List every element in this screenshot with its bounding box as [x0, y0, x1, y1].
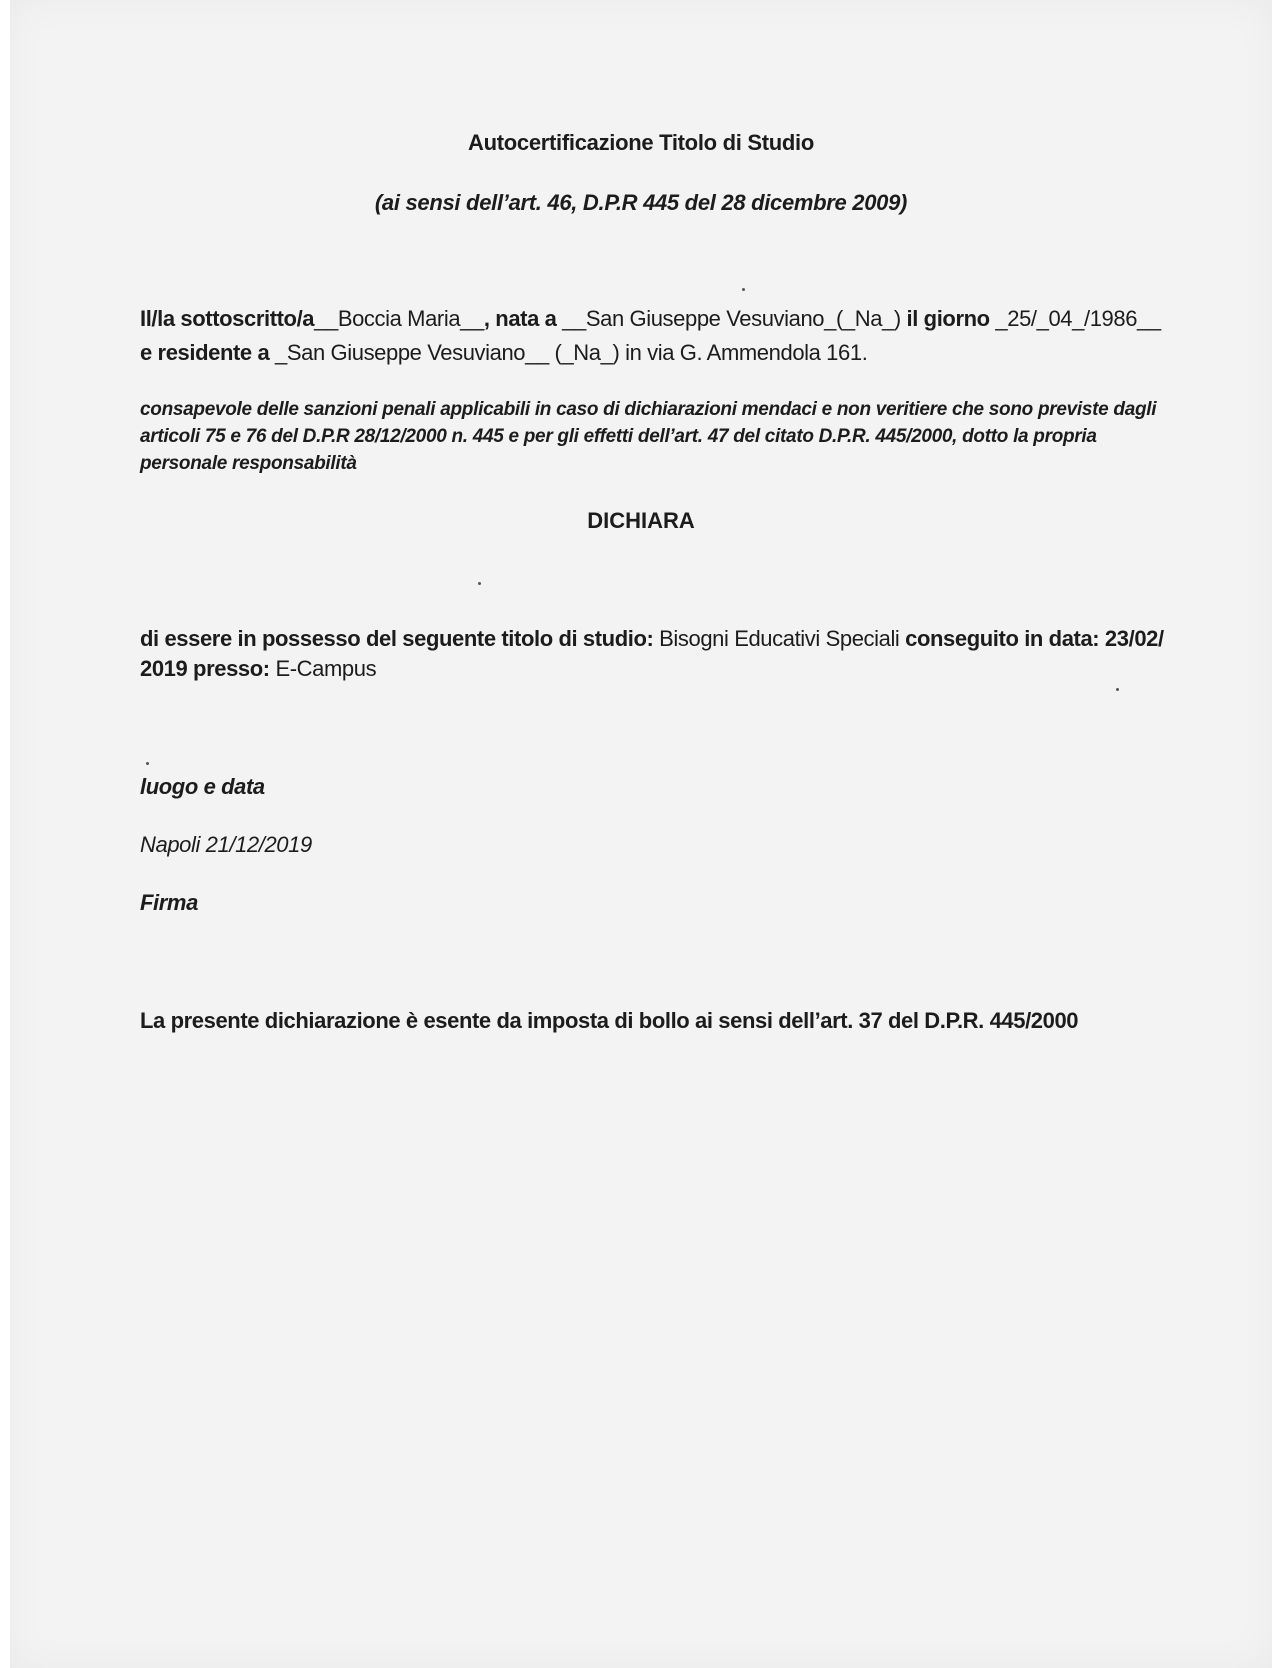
paper-speck	[478, 582, 481, 585]
place-date-label: luogo e data	[140, 774, 265, 799]
page-edge-right	[1272, 0, 1280, 1668]
birthdate: _25/_04_/1986__	[989, 306, 1161, 331]
label-subscriber: Il/la sottoscritto/a	[140, 306, 315, 331]
study-line-1	[140, 626, 1164, 652]
identity-line-1	[140, 306, 1161, 332]
document-title: Autocertificazione Titolo di Studio	[468, 130, 814, 155]
subscriber-name: __Boccia Maria__	[314, 306, 484, 331]
label-at: presso:	[187, 656, 270, 681]
label-obtained: conseguito in data: 23/02/	[899, 626, 1164, 651]
declaration-awareness: consapevole delle sanzioni penali applicabili in caso di dichiarazioni mendaci e non veritiere che sono previste dagli articoli 75 e 76 del D.P.R 28/12/2000 n. 445 e per gli effetti dell’art. 47 del citato D.P.R. 445/2000, dotto la propria personale responsabilità	[140, 399, 1157, 474]
paper-speck	[146, 762, 149, 765]
page-edge-left	[0, 0, 10, 1668]
label-resident: e residente a	[140, 340, 270, 365]
institution: E-Campus	[269, 656, 377, 681]
place-date-value: Napoli 21/12/2019	[140, 832, 312, 857]
signature-label: Firma	[140, 890, 198, 915]
degree-name: Bisogni Educativi Speciali	[653, 626, 900, 651]
paper-speck	[742, 288, 745, 291]
paper-speck	[1116, 688, 1119, 691]
obtained-year: 2019	[140, 656, 188, 681]
label-day: il giorno	[900, 306, 990, 331]
study-line-2	[140, 656, 376, 682]
stamp-exemption-note: La presente dichiarazione è esente da imposta di bollo ai sensi dell’art. 37 del D.P.R. 445/2000	[140, 1008, 1079, 1033]
identity-line-2	[140, 340, 867, 366]
document-subtitle: (ai sensi dell’art. 46, D.P.R 445 del 28 dicembre 2009)	[374, 190, 908, 215]
label-possession: di essere in possesso del seguente titolo di studio:	[140, 626, 654, 651]
label-born: , nata a	[483, 306, 557, 331]
residence: _San Giuseppe Vesuviano__ (_Na_) in via G. Ammendola 161.	[269, 340, 868, 365]
heading-declares: DICHIARA	[587, 508, 695, 533]
document-page	[10, 0, 1272, 1668]
birthplace: __San Giuseppe Vesuviano_(_Na_)	[556, 306, 901, 331]
